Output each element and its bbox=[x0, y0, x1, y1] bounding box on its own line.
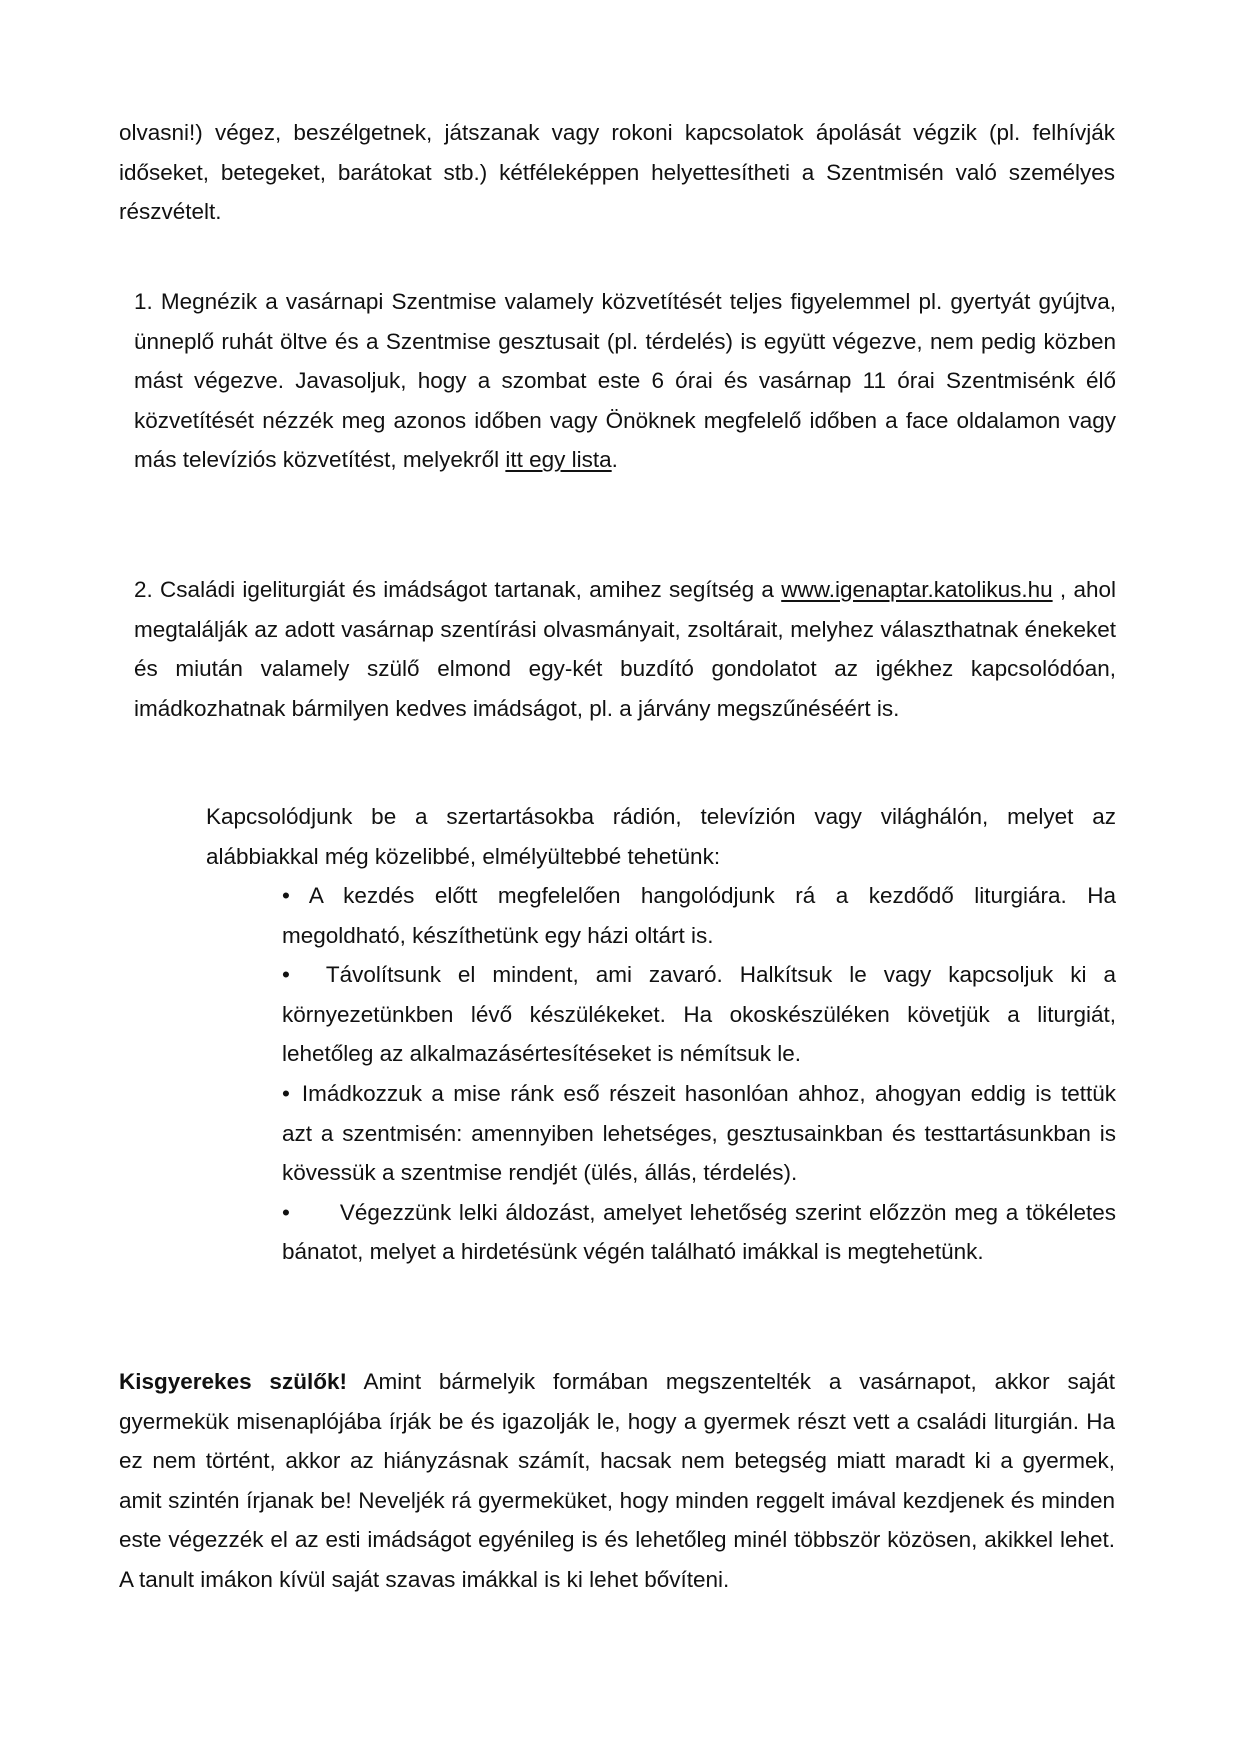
list-item bbox=[282, 1193, 1116, 1272]
bullet-symbol: • bbox=[282, 1199, 290, 1225]
list-item-text: A kezdés előtt megfelelően hangolódjunk rá a kezdődő liturgiára. Ha megoldható, készíthetünk egy házi oltárt is. bbox=[282, 883, 1116, 948]
intro-paragraph bbox=[119, 113, 1115, 232]
option-1-paragraph bbox=[134, 282, 1116, 480]
list-item bbox=[282, 955, 1116, 1074]
list-item-text: Távolítsunk el mindent, ami zavaró. Halkítsuk le vagy kapcsoljuk ki a környezetünkben lévő készülékeket. Ha okoskészüléken követjük a liturgiát, lehetőleg az alkalmazásértesítéseket is némítsuk le. bbox=[282, 962, 1116, 1067]
option-2-text-before: 2. Családi igeliturgiát és imádságot tartanak, amihez segítség a bbox=[134, 577, 782, 602]
bullet-symbol: • bbox=[282, 883, 290, 908]
list-item bbox=[282, 1074, 1116, 1193]
option-2-paragraph bbox=[134, 570, 1116, 728]
kisgyerekes-text: Amint bármelyik formában megszentelték a vasárnapot, akkor saját gyermekük misenaplójába írják be és igazolják le, hogy a gyermek részt vett a családi liturgián. Ha ez nem történt, akkor az hiányzásnak számít, hacsak nem betegség miatt maradt ki a gyermek, amit szintén írjanak be! Neveljék rá gyermeküket, hogy minden reggelt imával kezdjenek és minden este végezzék el az esti imádságot egyénileg is és lehetőleg minél többször közösen, akikkel lehet. A tanult imákon kívül saját szavas imákkal is ki lehet bővíteni. bbox=[119, 1369, 1115, 1592]
list-item-text: Imádkozzuk a mise ránk eső részeit hasonlóan ahhoz, ahogyan eddig is tettük azt a szentmisén: amennyiben lehetséges, gesztusainkban és testtartásunkban is kövessük a szentmise rendjét (ülés, állás, térdelés). bbox=[282, 1080, 1116, 1186]
kisgyerekes-heading: Kisgyerekes szülők! bbox=[119, 1369, 347, 1394]
option-1-end: . bbox=[611, 447, 618, 473]
bullet-symbol: • bbox=[282, 962, 290, 988]
broadcast-list-link[interactable]: itt egy lista bbox=[505, 447, 612, 473]
intro-text: olvasni!) végez, beszélgetnek, játszanak vagy rokoni kapcsolatok ápolását végzik (pl. felhívják időseket, betegeket, barátokat stb.) kétféleképpen helyettesítheti a Szentmisén való személyes részvételt. bbox=[119, 120, 1115, 225]
list-item-text: Végezzünk lelki áldozást, amelyet lehetőség szerint előzzön meg a tökéletes bánatot, melyet a hirdetésünk végén található imákkal is megtehetünk. bbox=[282, 1199, 1116, 1265]
list-item bbox=[282, 876, 1116, 955]
igenaptar-link[interactable]: www.igenaptar.katolikus.hu bbox=[781, 577, 1053, 602]
kapcsolodjunk-text: Kapcsolódjunk be a szertartásokba rádión, televízión vagy világhálón, melyet az alábbiakkal még közelibbé, elmélyültebbé tehetünk: bbox=[206, 804, 1116, 869]
option-1-text: 1. Megnézik a vasárnapi Szentmise valamely közvetítését teljes figyelemmel pl. gyertyát gyújtva, ünneplő ruhát öltve és a Szentmise gesztusait (pl. térdelés) is együtt végezve, nem pedig közben mást végezve. Javasoljuk, hogy a szombat este 6 órai és vasárnap 11 órai Szentmisénk élő közvetítését nézzék meg azonos időben vagy Önöknek megfelelő időben a face oldalamon vagy más televíziós közvetítést, melyekről bbox=[134, 289, 1116, 473]
kisgyerekes-paragraph bbox=[119, 1362, 1115, 1600]
kapcsolodjunk-paragraph bbox=[206, 797, 1116, 876]
option-2-text-after: , ahol megtalálják az adott vasárnap szentírási olvasmányait, zsoltárait, melyhez választhatnak énekeket és miután valamely szülő elmond egy-két buzdító gondolatot az igékhez kapcsolódóan, imádkozhatnak bármilyen kedves imádságot, pl. a járvány megszűnéséért is. bbox=[134, 577, 1116, 721]
bullet-symbol: • bbox=[282, 1080, 290, 1106]
tips-list bbox=[282, 876, 1116, 1272]
